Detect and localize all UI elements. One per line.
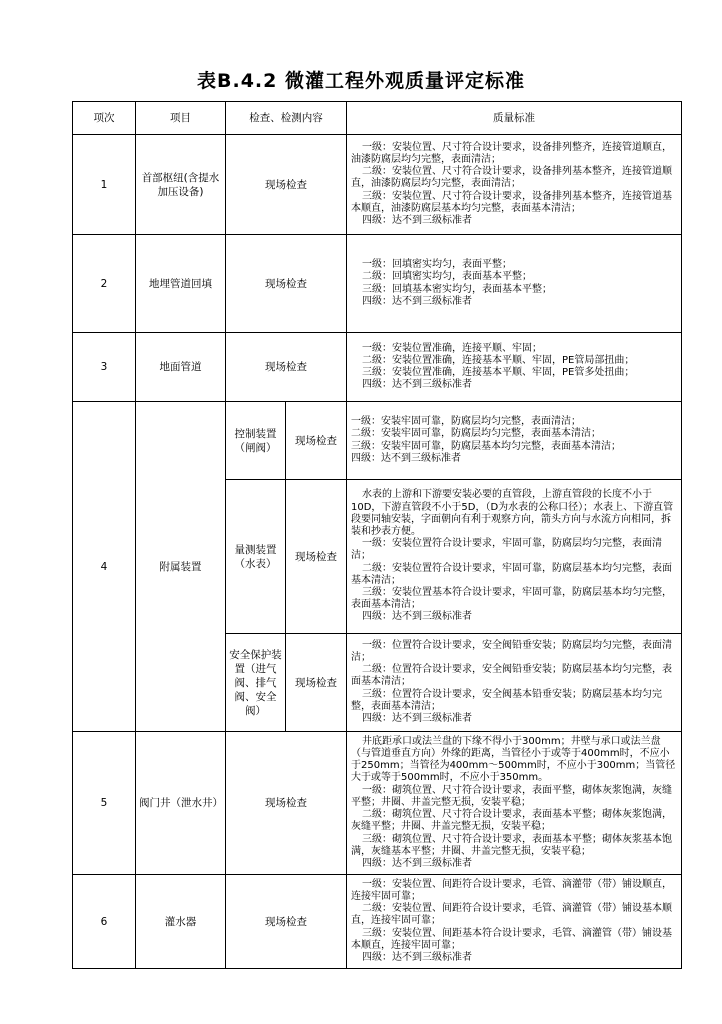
standard-line: 三级：位置符合设计要求，安全阀基本铅垂安装；防腐层基本均匀完整，表面基本清洁； [351,688,662,712]
row-item: 地埋管道回填 [136,235,226,333]
standard-line: 三级：砌筑位置、尺寸符合设计要求，表面基本平整；砌体灰浆基本饱满，灰缝基本平整；井圈、井盖完整无损，安装平稳； [351,833,672,857]
table-row [73,135,682,235]
row-check: 现场检查 [286,634,347,732]
standard-line: 二级：安装位置符合设计要求，牢固可靠，防腐层基本均匀完整，表面基本清洁； [351,562,672,586]
row-no: 6 [73,875,136,969]
sub-item-name: 量测装置（水表） [226,480,286,634]
standard-line: 三级：安装牢固可靠，防腐层基本均匀完整，表面基本清洁； [351,440,621,452]
standard-line: 井底距承口或法兰盘的下缘不得小于300mm；井壁与承口或法兰盘（与管道垂直方向）外缘的距离，当管径小于或等于400mm时，不应小于250mm；当管径为400mm～500mm时，不应小于300mm；当管径大于或等于500mm时，不应小于350mm。 [351,735,676,784]
quality-standard-table [72,101,682,969]
row-check: 现场检查 [226,235,347,333]
standard-line: 一级：安装位置准确，连接平顺、牢固； [362,342,542,354]
standard-line: 一级：砌筑位置、尺寸符合设计要求，表面平整，砌体灰浆饱满，灰缝平整；井圈、井盖完整无损，安装平稳； [351,784,672,808]
standard-line: 一级：安装位置符合设计要求，牢固可靠，防腐层均匀完整，表面清洁； [351,538,662,562]
sub-item-name: 控制装置（闸阀） [226,402,286,480]
row-standard [347,634,682,732]
row-no: 1 [73,135,136,235]
row-standard [347,235,682,333]
standard-line: 三级：安装位置、间距基本符合设计要求，毛管、滴灌管（带）铺设基本顺直，连接牢固可靠； [351,927,672,951]
row-standard [347,875,682,969]
standard-line: 二级：安装位置准确，连接基本平顺、牢固，PE管局部扭曲； [362,354,635,366]
standard-line: 一级：回填密实均匀，表面平整； [362,259,512,271]
standard-line: 四级：达不到三级标准者 [351,452,461,464]
page-title: 表B.4.2 微灌工程外观质量评定标准 [197,70,525,92]
standard-line: 四级：达不到三级标准者 [362,952,472,963]
header-check: 检查、检测内容 [226,102,347,135]
header-row [73,102,682,135]
row-item: 阀门井（泄水井） [136,732,226,875]
table-row [73,402,682,480]
standard-line: 四级：达不到三级标准者 [362,379,472,391]
standard-line: 四级：达不到三级标准者 [362,215,472,226]
standard-line: 二级：砌筑位置、尺寸符合设计要求，表面基本平整；砌体灰浆饱满，灰缝平整；井圈、井盖完整无损，安装平稳； [351,809,672,833]
header-no: 项次 [73,102,136,135]
row-standard [347,732,682,875]
standard-line: 一级：安装位置、间距符合设计要求，毛管、滴灌带（带）铺设顺直，连接牢固可靠； [351,878,672,902]
standard-line: 三级：安装位置基本符合设计要求，牢固可靠，防腐层基本均匀完整，表面基本清洁； [351,587,672,611]
row-check: 现场检查 [226,333,347,402]
standard-line: 二级：安装位置、间距符合设计要求，毛管、滴灌管（带）铺设基本顺直，连接牢固可靠； [351,903,672,927]
row-no: 5 [73,732,136,875]
table-row [73,235,682,333]
row-standard [347,333,682,402]
standard-line: 四级：达不到三级标准者 [362,857,472,869]
table-row [73,333,682,402]
standard-line: 四级：达不到三级标准者 [362,295,472,307]
row-standard [347,480,682,634]
standard-line: 二级：安装位置、尺寸符合设计要求，设备排列基本整齐，连接管道顺直，油漆防腐层均匀完整，表面清洁； [351,166,672,190]
row-item: 灌水器 [136,875,226,969]
standard-line: 三级：安装位置准确，连接基本平顺、牢固，PE管多处扭曲； [362,367,635,378]
row-check: 现场检查 [226,875,347,969]
standard-line: 三级：安装位置、尺寸符合设计要求，设备排列基本整齐，连接管道基本顺直，油漆防腐层基本均匀完整，表面基本清洁； [351,190,672,214]
row-check: 现场检查 [226,135,347,235]
row-check: 现场检查 [286,480,347,634]
row-standard [347,135,682,235]
standard-line: 一级：安装位置、尺寸符合设计要求，设备排列整齐，连接管道顺直，油漆防腐层均匀完整，表面清洁； [351,141,672,165]
sub-item-name: 安全保护装置（进气阀、排气阀、安全阀） [226,634,286,732]
row-no: 3 [73,333,136,402]
standard-line: 二级：安装牢固可靠，防腐层均匀完整，表面基本清洁； [351,428,601,440]
standard-line: 一级：位置符合设计要求，安全阀铅垂安装；防腐层均匀完整，表面清洁； [351,639,672,663]
row-standard [347,402,682,480]
row-no: 2 [73,235,136,333]
table-row [73,875,682,969]
row-item: 首部枢纽(含提水加压设备) [136,135,226,235]
table-row [73,732,682,875]
header-standard: 质量标准 [347,102,682,135]
row-no: 4 [73,402,136,732]
standard-line: 四级：达不到三级标准者 [362,713,472,724]
row-item: 附属装置 [136,402,226,732]
row-check: 现场检查 [226,732,347,875]
row-check: 现场检查 [286,402,347,480]
standard-line: 三级：回填基本密实均匀，表面基本平整； [362,283,552,295]
standard-line: 二级：位置符合设计要求，安全阀铅垂安装；防腐层基本均匀完整，表面基本清洁； [351,664,672,688]
standard-line: 一级：安装牢固可靠，防腐层均匀完整，表面清洁； [351,416,581,428]
header-item: 项目 [136,102,226,135]
standard-line: 水表的上游和下游要安装必要的直管段，上游直管段的长度不小于10D，下游直管段不小于5D，（D为水表的公称口径）；水表上、下游直管段要同轴安装，字面朝向有利于观察方向，箭头方向与水流方向相同，拆装和抄表方便。 [351,489,674,537]
standard-line: 二级：回填密实均匀，表面基本平整； [362,271,532,283]
row-item: 地面管道 [136,333,226,402]
standard-line: 四级：达不到三级标准者 [362,611,472,623]
